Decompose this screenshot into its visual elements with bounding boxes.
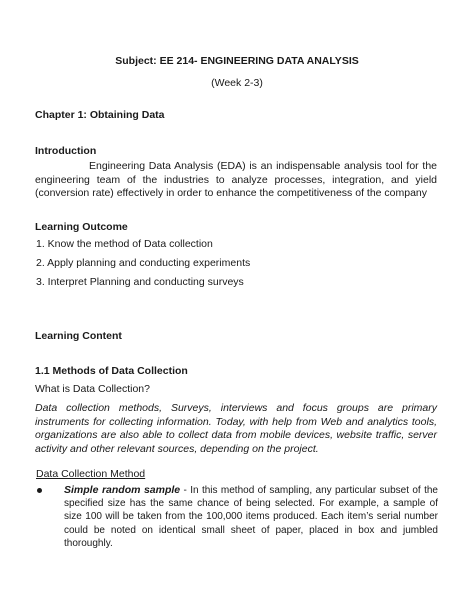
introduction-paragraph xyxy=(35,160,437,201)
learning-content-heading: Learning Content xyxy=(35,330,122,342)
bullet-text: - In this method of sampling, any particular subset of the specified size has the same chance of being selected. For example, a sample of size 100 will be taken from the 100,000 items produced. Each item’s serial number could be noted on identical small sheet of paper, placed in box and jumbled thoroughly. xyxy=(64,485,438,549)
bullet-term: Simple random sample xyxy=(64,484,181,496)
learning-outcome-item: 2. Apply planning and conducting experiments xyxy=(36,257,251,269)
introduction-heading: Introduction xyxy=(35,145,97,157)
subject-title: Subject: EE 214- ENGINEERING DATA ANALYSIS xyxy=(115,55,359,67)
learning-outcome-item: 3. Interpret Planning and conducting surveys xyxy=(36,276,244,288)
section-heading: 1.1 Methods of Data Collection xyxy=(35,365,188,377)
learning-outcome-heading: Learning Outcome xyxy=(35,221,128,233)
learning-outcome-item: 1. Know the method of Data collection xyxy=(36,238,213,250)
data-collection-method-heading: Data Collection Method xyxy=(36,468,146,480)
section-question: What is Data Collection? xyxy=(35,383,150,395)
chapter-title: Chapter 1: Obtaining Data xyxy=(35,109,165,121)
section-paragraph: Data collection methods, Surveys, interviews and focus groups are primary instruments for collecting information. Today, with help from Web and analytics tools, organizations are also able to collect data from mobile devices, website traffic, server activity and other relevant sources, depending on the project. xyxy=(35,402,437,455)
bullet-icon xyxy=(37,488,42,493)
introduction-text: Engineering Data Analysis (EDA) is an indispensable analysis tool for the engineering team of the industries to analyze processes, integration, and yield (conversion rate) effectively in order to enhance the competitiveness of the company xyxy=(35,160,437,199)
bullet-item xyxy=(64,484,438,550)
week-label: (Week 2-3) xyxy=(211,77,263,89)
